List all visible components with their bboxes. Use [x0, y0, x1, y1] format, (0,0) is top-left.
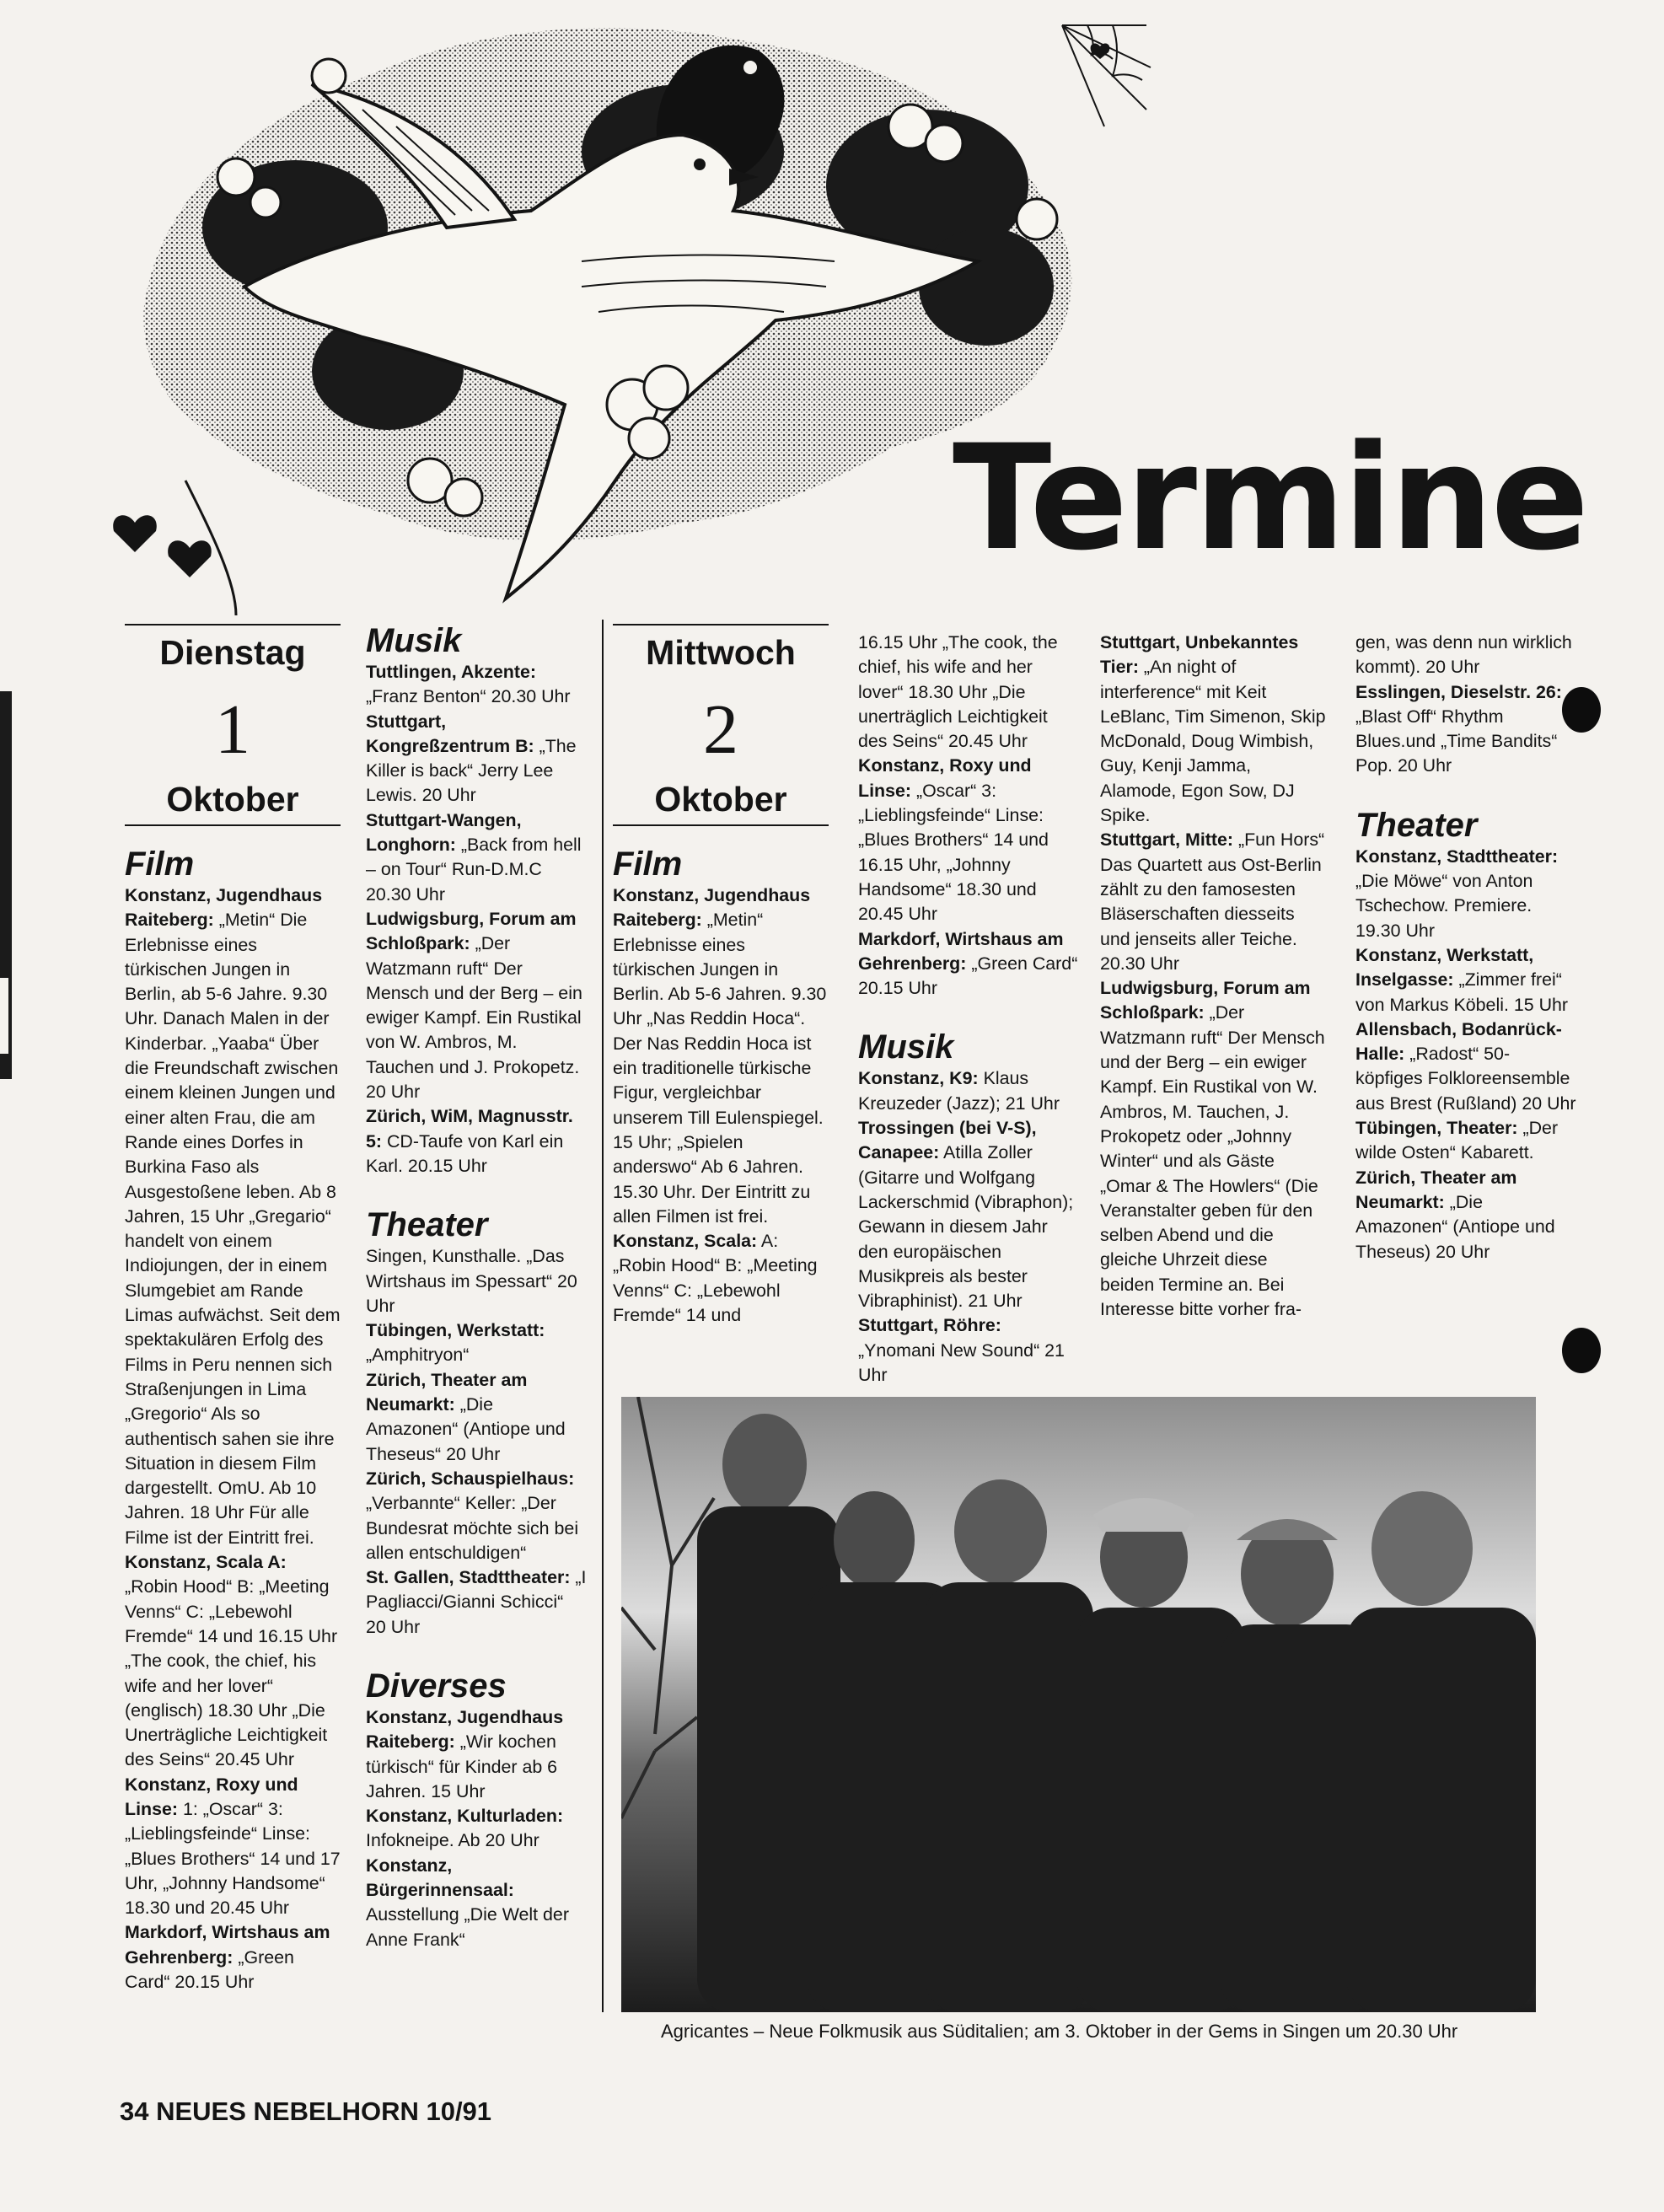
listing-entry — [1355, 1116, 1576, 1166]
listing-description: „Amphitryon“ — [366, 1345, 470, 1366]
listing-entry — [125, 883, 341, 1550]
listing-venue: Zürich, Schauspielhaus: — [366, 1468, 575, 1489]
listing-venue: Esslingen, Dieselstr. 26: — [1355, 681, 1562, 702]
listing-description: CD-Taufe von Karl ein Karl. 20.15 Uhr — [366, 1130, 564, 1176]
rule — [125, 824, 341, 826]
listing-venue: Ludwigsburg, Forum am Schloßpark: — [1100, 978, 1311, 1023]
punch-hole — [1562, 1328, 1601, 1373]
listing-description: „Wir kochen türkisch“ für Kinder ab 6 Jahren. 15 Uhr — [366, 1731, 558, 1801]
listing-entry — [366, 710, 587, 808]
column-tuesday-continued — [366, 621, 587, 1952]
listing-description: „Green Card“ 20.15 Uhr — [125, 1946, 294, 1993]
listing-entry — [366, 1565, 587, 1640]
listing-group — [613, 883, 829, 1328]
section-heading-film: Film — [125, 846, 195, 883]
listing-description: „Oscar“ 3: „Lieblingsfeinde“ Linse: „Blues Brothers“ 14 und 16.15 Uhr, „Johnny Handsome“ 18.30 und 20.45 Uhr — [858, 780, 1049, 925]
listing-venue: Trossingen (bei V-S), Canapee: — [858, 1118, 1037, 1163]
day-month: Oktober — [654, 780, 787, 819]
listing-venue: Allensbach, Bodanrück-Halle: — [1355, 1018, 1562, 1065]
listing-venue: Tübingen, Theater: — [1355, 1118, 1518, 1139]
listing-group — [1355, 631, 1576, 779]
day-number: 1 — [215, 690, 250, 769]
listing-description: Singen, Kunsthalle. „Das Wirtshaus im Spessart“ 20 Uhr — [366, 1246, 577, 1316]
listing-description: „Radost“ 50-köpfiges Folkloreensemble aus Brest (Rußland) 20 Uhr — [1355, 1044, 1576, 1114]
listing-entry — [366, 1804, 587, 1854]
listing-entry — [1355, 680, 1576, 779]
listing-description: „Metin“ Erlebnisse eines türkischen Jungen in Berlin. Ab 5-6 Jahren. 9.30 Uhr „Nas Reddin Hoca“. Der Nas Reddin Hoca ist ein traditionelle türkische Figur, vergleichbar unserem Till Eulenspiegel. 15 Uhr; „Spielen anderswo“ Ab 6 Jahren. 15.30 Uhr. Der Eintritt zu allen Filmen ist frei. — [613, 910, 827, 1227]
listing-group — [1355, 845, 1576, 1264]
listing-venue: St. Gallen, Stadttheater: — [366, 1567, 571, 1588]
listing-entry — [1355, 631, 1576, 680]
listing-description: „Die Möwe“ von Anton Tschechow. Premiere. 19.30 Uhr — [1355, 871, 1533, 941]
listing-entry — [613, 883, 829, 1229]
page-footer: 34 NEUES NEBELHORN 10/91 — [120, 2097, 492, 2126]
listing-entry — [1355, 1017, 1576, 1116]
listing-description: „Ynomani New Sound“ 21 Uhr — [858, 1340, 1065, 1386]
listing-venue: Konstanz, Roxy und Linse: — [125, 1774, 298, 1819]
listing-entry — [125, 1920, 341, 1995]
listing-venue: Konstanz, Jugendhaus Raiteberg: — [366, 1706, 564, 1753]
listing-description: „Robin Hood“ B: „Meeting Venns“ C: „Lebewohl Fremde“ 14 und 16.15 Uhr „The cook, the chief, his wife and her lover“ (englisch) 18.30 Uhr „Die Unerträgliche Leichtigkeit des Seins“ 20.45 Uhr — [125, 1576, 338, 1770]
page-edge-gap — [0, 978, 8, 1054]
listing-venue: Konstanz, Scala: — [613, 1231, 758, 1252]
band-photo — [621, 1397, 1536, 2012]
listing-entry — [125, 1550, 341, 1773]
listing-entry — [366, 1467, 587, 1565]
listing-venue: Konstanz, Werkstatt, Inselgasse: — [1355, 944, 1534, 991]
listing-venue: Konstanz, Stadttheater: — [1355, 846, 1559, 867]
listing-description: Klaus Kreuzeder (Jazz); 21 Uhr — [858, 1068, 1060, 1114]
listing-description: „Green Card“ 20.15 Uhr — [858, 953, 1078, 999]
listing-description: „Metin“ Die Erlebnisse eines türkischen Jungen in Berlin, ab 5-6 Jahre. 9.30 Uhr. Danach Malen in der Kinderbar. „Yaaba“ Über die Freundschaft zwischen einem kleinen Jungen und einer alten Frau, die am Rande eines Dorfes in Burkina Faso als Ausgestoßene leben. Ab 8 Jahren, 15 Uhr „Gregario“ handelt von einem Indiojungen, der in einem Slumgebiet am Rande Limas aufwächst. Seit dem spektakulären Erfolg des Films in Peru nennen sich Straßenjungen in Lima „Gregorio“ Als so authentisch sahen sie ihre Situation in diesem Film dargestellt. OmU. Ab 10 Jahren. 18 Uhr Für alle Filme ist der Eintritt frei. — [125, 910, 341, 1548]
listing-group — [858, 1066, 1079, 1388]
rule — [613, 824, 829, 826]
column-divider — [602, 620, 604, 2012]
listing-venue: Markdorf, Wirtshaus am Gehrenberg: — [125, 1922, 330, 1968]
column-wednesday-4 — [1355, 631, 1576, 1264]
day-name: Dienstag — [159, 633, 306, 672]
listing-description: Ausstellung „Die Welt der Anne Frank“ — [366, 1904, 569, 1950]
listing-entry — [366, 1104, 587, 1178]
listing-venue: Markdorf, Wirtshaus am Gehrenberg: — [858, 928, 1064, 974]
listing-entry — [366, 1318, 587, 1368]
column-wednesday — [613, 624, 829, 1328]
listing-entry — [1355, 943, 1576, 1017]
listing-entry — [366, 1854, 587, 1952]
listing-description: „Fun Hors“ Das Quartett aus Ost-Berlin zählt zu den famosesten Bläserschaften diesseits und jenseits aller Teiche. 20.30 Uhr — [1100, 830, 1325, 974]
rule — [125, 624, 341, 625]
listing-entry — [1100, 631, 1326, 828]
listing-venue: Tübingen, Werkstatt: — [366, 1320, 545, 1341]
listing-description: „Die Amazonen“ (Antiope und Theseus) 20 Uhr — [1355, 1191, 1555, 1262]
day-month: Oktober — [166, 780, 299, 819]
section-heading-musik: Musik — [858, 1028, 954, 1066]
listing-entry — [858, 1116, 1079, 1313]
listing-entry — [858, 754, 1079, 926]
listing-description: gen, was denn nun wirklich kommt). 20 Uhr — [1355, 632, 1572, 678]
listing-venue: Konstanz, Roxy und Linse: — [858, 755, 1032, 801]
listing-description: 16.15 Uhr „The cook, the chief, his wife and her lover“ 18.30 Uhr „Die unerträglich Leichtigkeit des Seins“ 20.45 Uhr — [858, 632, 1058, 752]
listing-entry — [858, 631, 1079, 754]
listing-entry — [858, 927, 1079, 1001]
listing-entry — [858, 1313, 1079, 1388]
listing-description: „Die Amazonen“ (Antiope und Theseus“ 20 Uhr — [366, 1394, 566, 1464]
day-name: Mittwoch — [646, 633, 796, 672]
listing-description: „Back from hell – on Tour“ Run-D.M.C 20.30 Uhr — [366, 835, 582, 905]
column-wednesday-2 — [858, 631, 1079, 1388]
page-title: Termine — [953, 413, 1587, 583]
listing-venue: Stuttgart, Mitte: — [1100, 830, 1234, 851]
listing-venue: Konstanz, K9: — [858, 1068, 979, 1089]
listing-entry — [366, 660, 587, 710]
listing-description: A: „Robin Hood“ B: „Meeting Venns“ C: „Lebewohl Fremde“ 14 und — [613, 1231, 818, 1326]
listing-venue: Zürich, Theater am Neumarkt: — [366, 1369, 528, 1415]
listing-group — [366, 1244, 587, 1640]
listing-venue: Konstanz, Scala A: — [125, 1552, 287, 1573]
day-number: 2 — [703, 690, 738, 769]
listing-venue: Konstanz, Jugendhaus Raiteberg: — [613, 885, 811, 931]
listing-venue: Konstanz, Bürgerinnensaal: — [366, 1855, 514, 1901]
listing-description: „I Pagliacci/Gianni Schicci“ 20 Uhr — [366, 1567, 587, 1637]
listing-venue: Tuttlingen, Akzente: — [366, 662, 537, 682]
listing-group — [366, 660, 587, 1178]
listing-venue: Konstanz, Jugendhaus Raiteberg: — [125, 885, 323, 931]
listing-description: 1: „Oscar“ 3: „Lieblingsfeinde“ Linse: „Blues Brothers“ 14 und 17 Uhr, „Johnny Handsome“ 18.30 und 20.45 Uhr — [125, 1798, 341, 1919]
listing-venue: Stuttgart, Kongreßzentrum B: — [366, 711, 534, 756]
listing-venue: Zürich, WiM, Magnusstr. 5: — [366, 1106, 573, 1152]
listing-description: „Blast Off“ Rhythm Blues.und „Time Bandits“ Pop. 20 Uhr — [1355, 706, 1558, 776]
listing-venue: Ludwigsburg, Forum am Schloßpark: — [366, 908, 577, 954]
rule — [613, 624, 829, 625]
listing-entry — [366, 1705, 587, 1804]
listing-venue: Zürich, Theater am Neumarkt: — [1355, 1167, 1517, 1212]
listing-entry — [1100, 828, 1326, 976]
listing-description: „Zimmer frei“ von Markus Köbeli. 15 Uhr — [1355, 969, 1569, 1015]
listing-description: „Verbannte“ Keller: „Der Bundesrat möchte sich bei allen entschuldigen“ — [366, 1493, 579, 1563]
listing-entry — [366, 808, 587, 907]
listing-venue: Konstanz, Kulturladen: — [366, 1806, 564, 1827]
section-heading-theater: Theater — [1355, 806, 1478, 844]
listing-entry — [613, 1229, 829, 1328]
listing-description: „Der Watzmann ruft“ Der Mensch und der Berg – ein ewiger Kampf. Ein Rustikal von W. Ambros, M. Tauchen und J. Prokopetz. 20 Uhr — [366, 933, 582, 1103]
listing-venue: Stuttgart, Unbekanntes Tier: — [1100, 632, 1299, 678]
section-heading-film: Film — [613, 846, 683, 883]
listing-entry — [125, 1773, 341, 1921]
column-wednesday-3 — [1100, 631, 1326, 1322]
listing-group — [366, 1705, 587, 1952]
listing-description: „Franz Benton“ 20.30 Uhr — [366, 686, 571, 707]
listing-group — [125, 883, 341, 1995]
listing-entry — [366, 907, 587, 1104]
listing-entry — [1100, 976, 1326, 1322]
listing-description: „Der Watzmann ruft“ Der Mensch und der Berg – ein ewiger Kampf. Ein Rustikal von W. Ambros, M. Tauchen, J. Prokopetz oder „Johnny Winter“ und als Gäste „Omar & The Howlers“ (Die Veranstalter geben für den selben Abend und die gleiche Uhrzeit diese beiden Termine an. Bei Interesse bitte vorher fra- — [1100, 1002, 1325, 1320]
listing-description: Atilla Zoller (Gitarre und Wolfgang Lackerschmid (Vibraphon); Gewann in diesem Jahr den europäischen Musikpreis als bester Vibraphinist). 21 Uhr — [858, 1142, 1074, 1312]
listing-description: „Der wilde Osten“ Kabarett. — [1355, 1118, 1559, 1163]
section-heading-theater: Theater — [366, 1206, 488, 1244]
listing-entry — [366, 1244, 587, 1318]
listing-group — [1100, 631, 1326, 1322]
column-tuesday — [125, 624, 341, 1995]
listing-description: „An night of interference“ mit Keit LeBlanc, Tim Simenon, Skip McDonald, Doug Wimbish, Guy, Kenji Jamma, Alamode, Egon Sow, DJ Spike. — [1100, 657, 1326, 826]
photo-caption: Agricantes – Neue Folkmusik aus Süditalien; am 3. Oktober in der Gems in Singen um 20.30 Uhr — [661, 2021, 1458, 2042]
listing-venue: Stuttgart-Wangen, Longhorn: — [366, 809, 522, 856]
listing-group — [858, 631, 1079, 1001]
listing-description: Infokneipe. Ab 20 Uhr — [366, 1830, 539, 1851]
section-heading-diverses: Diverses — [366, 1667, 507, 1705]
listing-entry — [1355, 1166, 1576, 1264]
listing-venue: Stuttgart, Röhre: — [858, 1315, 1001, 1336]
listing-entry — [366, 1368, 587, 1467]
listing-description: „The Killer is back“ Jerry Lee Lewis. 20 Uhr — [366, 735, 577, 806]
listing-entry — [858, 1066, 1079, 1116]
listing-entry — [1355, 845, 1576, 943]
section-heading-musik: Musik — [366, 622, 462, 659]
